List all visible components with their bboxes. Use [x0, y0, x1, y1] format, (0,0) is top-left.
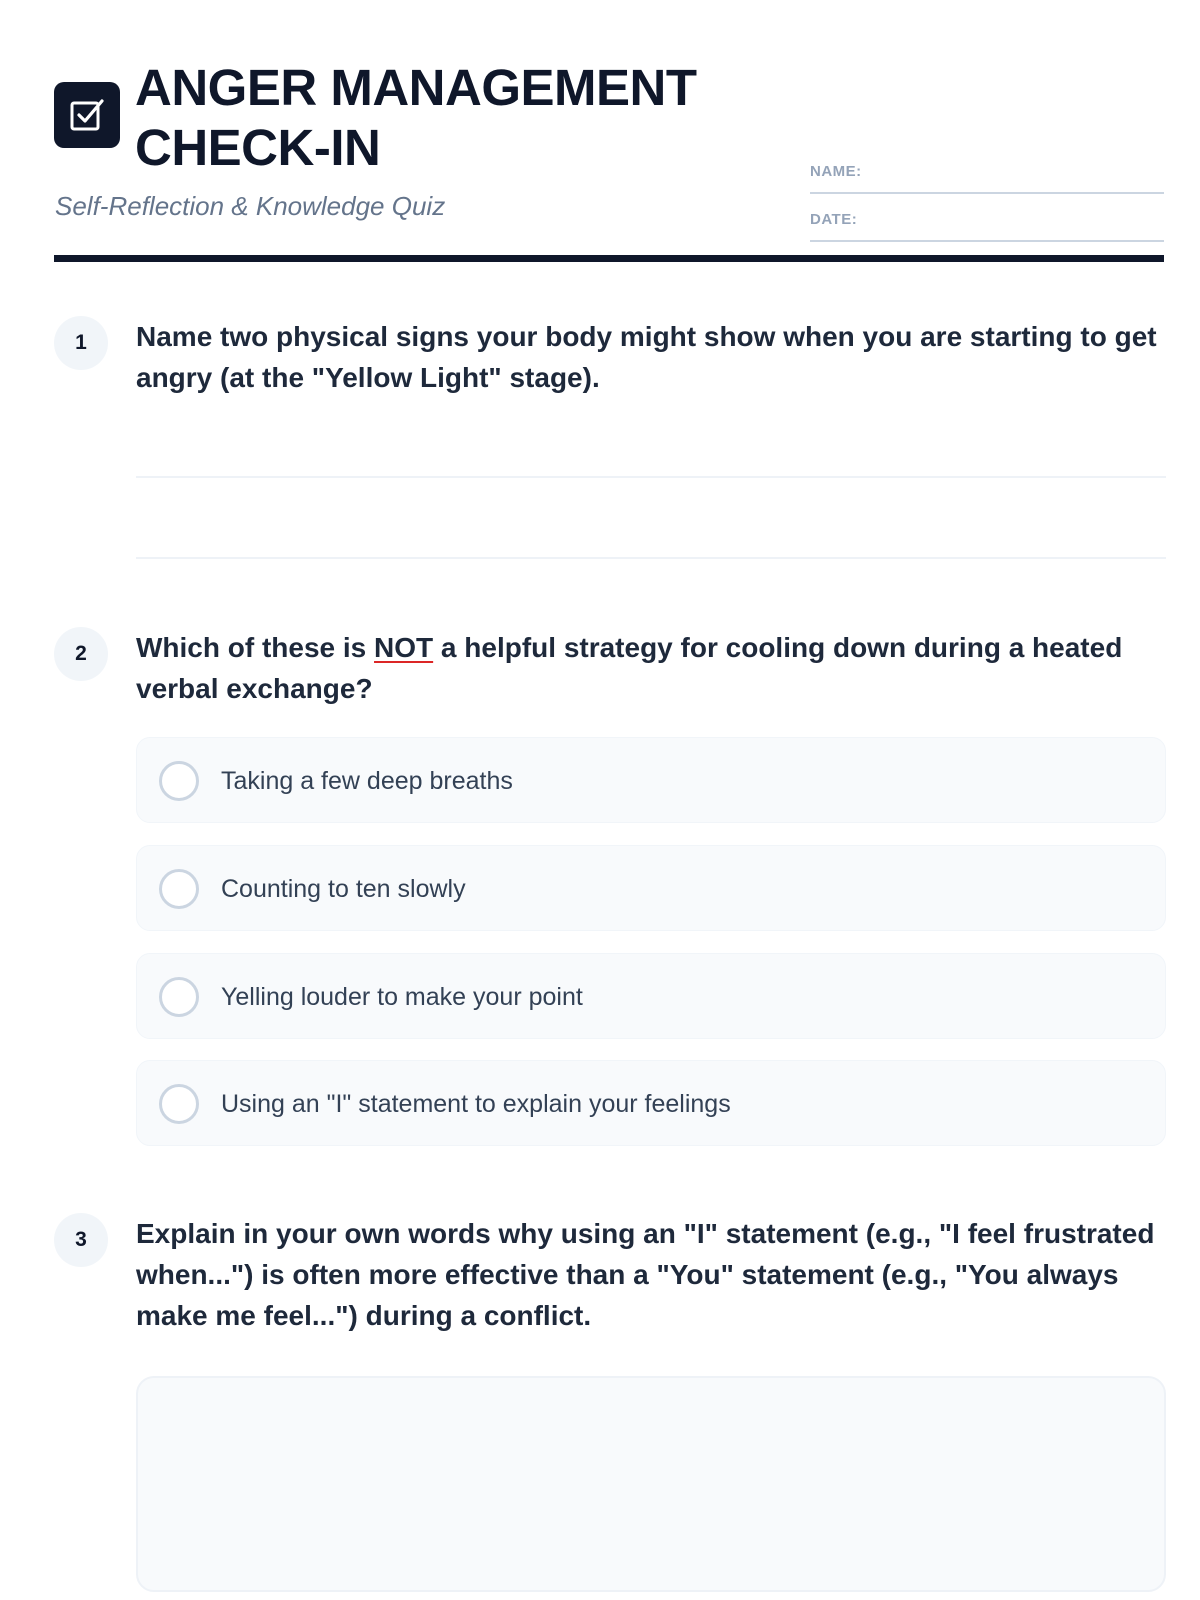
date-label: DATE:	[810, 211, 858, 228]
header-divider	[54, 255, 1164, 262]
question-2-number: 2	[54, 627, 108, 681]
answer-line-2[interactable]	[136, 557, 1166, 559]
option-d[interactable]	[136, 1060, 1166, 1146]
question-3-number: 3	[54, 1213, 108, 1267]
question-1-text: Name two physical signs your body might show when you are starting to get angry (at the "Yellow Light" stage).	[136, 321, 1157, 393]
option-a[interactable]	[136, 737, 1166, 823]
option-label: Counting to ten slowly	[221, 875, 466, 903]
option-b[interactable]	[136, 845, 1166, 931]
option-label: Yelling louder to make your point	[221, 983, 583, 1011]
name-date-fields	[810, 146, 1164, 242]
radio-button[interactable]	[159, 761, 199, 801]
option-label: Using an "I" statement to explain your feelings	[221, 1090, 731, 1118]
answer-textarea[interactable]	[136, 1376, 1166, 1592]
date-field[interactable]	[810, 194, 1164, 242]
radio-button[interactable]	[159, 1084, 199, 1124]
question-3-text: Explain in your own words why using an "I" statement (e.g., "I feel frustrated when...") is often more effective than a "You" statement (e.g., "You always make me feel...") during a conflict.	[136, 1218, 1155, 1331]
option-c[interactable]	[136, 953, 1166, 1039]
question-2-emphasis: NOT	[374, 632, 434, 663]
worksheet-header	[54, 58, 1164, 266]
name-label: NAME:	[810, 163, 862, 180]
question-2-text	[136, 627, 1166, 709]
question-2-text-end: a helpful strategy for cooling down during a heated verbal exchange?	[136, 632, 1123, 704]
question-1-number: 1	[54, 316, 108, 370]
checkbox-icon	[54, 82, 120, 148]
radio-button[interactable]	[159, 977, 199, 1017]
radio-button[interactable]	[159, 869, 199, 909]
page-title: ANGER MANAGEMENT CHECK-IN	[135, 59, 697, 176]
question-2-text-start: Which of these is	[136, 632, 375, 663]
page-subtitle: Self-Reflection & Knowledge Quiz	[55, 191, 446, 221]
answer-line-1[interactable]	[136, 476, 1166, 478]
name-field[interactable]	[810, 146, 1164, 194]
option-label: Taking a few deep breaths	[221, 767, 513, 795]
